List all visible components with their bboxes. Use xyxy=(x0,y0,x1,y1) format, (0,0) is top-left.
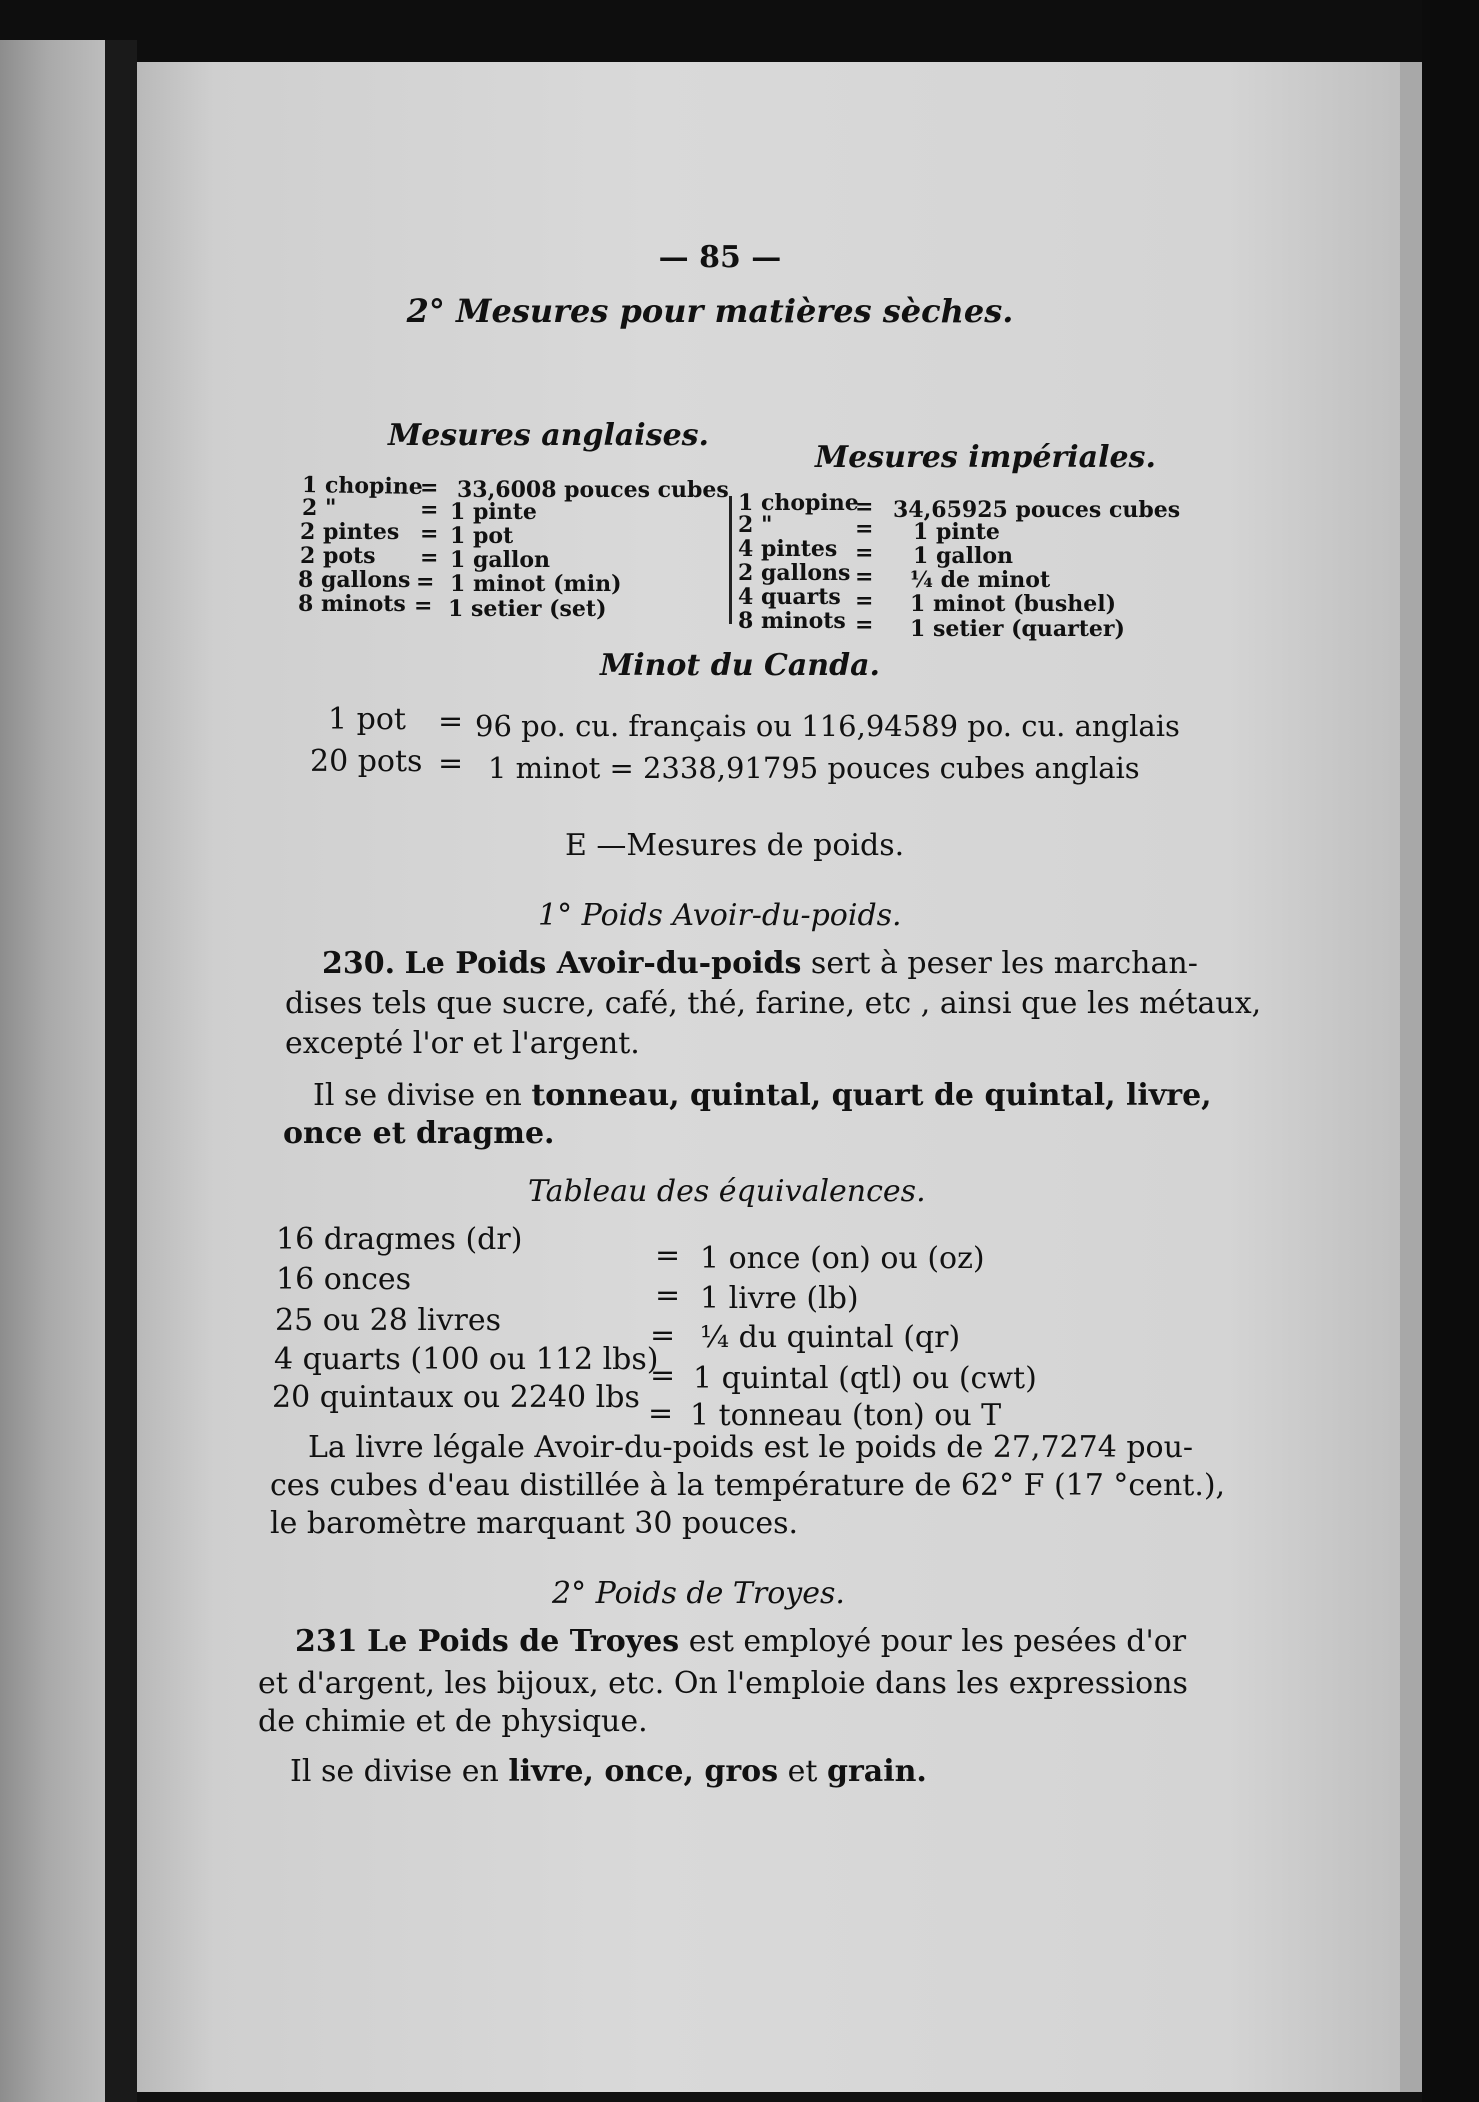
row-value: 1 gallon xyxy=(913,543,1013,569)
row-value: 1 pinte xyxy=(913,519,1000,545)
livre-legale-line2: ces cubes d'eau distillée à la température de 62° F (17 °cent.), xyxy=(270,1468,1226,1503)
row-unit: 1 chopine xyxy=(738,490,859,516)
equiv-right: 1 tonneau (ton) ou T xyxy=(690,1398,1002,1433)
row-unit: 2 " xyxy=(738,512,773,538)
row-value: 1 gallon xyxy=(450,547,550,573)
facing-page-edge xyxy=(0,40,105,2102)
row-value: ¼ de minot xyxy=(910,567,1051,593)
avoir-heading: 1° Poids Avoir-du-poids. xyxy=(538,898,902,933)
heading-english-measures: Mesures anglaises. xyxy=(388,418,709,453)
paragraph-231-line1 xyxy=(295,1622,1186,1662)
row-value: 1 setier (quarter) xyxy=(910,616,1125,642)
divise-troyes-line xyxy=(290,1752,927,1792)
paragraph-230-line3: excepté l'or et l'argent. xyxy=(285,1026,640,1061)
row-equals: = xyxy=(414,593,433,619)
section-e-heading: E —Mesures de poids. xyxy=(565,828,905,863)
row-value: 1 minot (min) xyxy=(450,571,622,597)
row-equals: = xyxy=(420,521,439,547)
paragraph-230-line2: dises tels que sucre, café, thé, farine, etc , ainsi que les métaux, xyxy=(285,986,1262,1021)
row-unit: 1 chopine xyxy=(301,471,423,501)
row-value: 1 pinte xyxy=(450,499,537,525)
row-unit: 8 gallons xyxy=(298,567,411,593)
livre-legale-line1: La livre légale Avoir-du-poids est le poids de 27,7274 pou- xyxy=(308,1430,1194,1465)
section-title: 2° Mesures pour matières sèches. xyxy=(406,292,1014,330)
term-bold: Le Poids de Troyes xyxy=(367,1624,680,1659)
row-equals: = xyxy=(855,588,874,614)
equiv-left: 16 dragmes (dr) xyxy=(276,1222,523,1257)
term-bold: Le Poids Avoir-du-poids xyxy=(404,946,802,981)
paragraph-230-line1 xyxy=(322,944,1198,984)
equiv-right: 1 livre (lb) xyxy=(700,1281,859,1316)
row-equals: = xyxy=(855,612,874,638)
equiv-equals: = xyxy=(655,1238,681,1273)
livre-legale-line3: le baromètre marquant 30 pouces. xyxy=(270,1506,799,1541)
paragraph-231-line3: de chimie et de physique. xyxy=(258,1704,648,1739)
row-value: 1 pot xyxy=(450,523,514,549)
row-unit: 4 pintes xyxy=(738,536,838,562)
divise-line2: once et dragme. xyxy=(283,1116,555,1151)
equiv-right: ¼ du quintal (qr) xyxy=(700,1320,961,1355)
line-text: et xyxy=(787,1754,818,1789)
row-equals: = xyxy=(420,497,439,523)
row-unit: 2 gallons xyxy=(738,560,851,586)
equiv-equals: = xyxy=(648,1396,674,1431)
row-equals: = xyxy=(855,564,874,590)
row-value: 34,65925 pouces cubes xyxy=(893,497,1181,523)
row-equals: = xyxy=(420,475,439,501)
equiv-left: 16 onces xyxy=(276,1262,412,1297)
row-unit: 8 minots xyxy=(738,608,846,634)
equiv-left: 25 ou 28 livres xyxy=(275,1303,501,1338)
equiv-right: 1 once (on) ou (oz) xyxy=(700,1241,985,1276)
line-text: sert à peser les marchan- xyxy=(810,946,1198,981)
line-text: Il se divise en xyxy=(290,1754,499,1789)
equiv-left: 4 quarts (100 ou 112 lbs) xyxy=(274,1342,659,1377)
table-bracket xyxy=(729,496,732,624)
line-text: Il se divise en xyxy=(313,1078,522,1113)
equiv-equals: = xyxy=(650,1318,676,1353)
minot-row-unit: 1 pot xyxy=(328,702,406,737)
term-bold: livre, once, gros xyxy=(508,1754,779,1789)
row-equals: = xyxy=(416,569,435,595)
page-number: — 85 — xyxy=(658,240,782,275)
paragraph-number: 231 xyxy=(295,1624,358,1659)
heading-imperial-measures: Mesures impériales. xyxy=(815,440,1156,475)
row-value: 1 setier (set) xyxy=(448,596,607,622)
equiv-left: 20 quintaux ou 2240 lbs xyxy=(272,1380,640,1415)
row-unit: 2 " xyxy=(302,495,337,521)
book-gutter xyxy=(105,40,137,2102)
page-right-edge xyxy=(1400,62,1422,2092)
row-equals: = xyxy=(855,540,874,566)
equiv-equals: = xyxy=(650,1358,676,1393)
row-equals: = xyxy=(855,494,874,520)
row-equals: = xyxy=(420,545,439,571)
paragraph-231-line2: et d'argent, les bijoux, etc. On l'emploie dans les expressions xyxy=(258,1666,1188,1701)
equiv-equals: = xyxy=(655,1278,681,1313)
minot-row-equals: = xyxy=(438,704,464,739)
scan-right-border xyxy=(1422,0,1479,2102)
minot-row-value: 1 minot = 2338,91795 pouces cubes anglais xyxy=(488,751,1140,785)
equiv-right: 1 quintal (qtl) ou (cwt) xyxy=(693,1361,1037,1396)
row-unit: 4 quarts xyxy=(738,584,841,610)
scan-top-border xyxy=(0,0,1479,62)
row-equals: = xyxy=(855,516,874,542)
minot-heading: Minot du Canda. xyxy=(600,648,880,683)
minot-row-value: 96 po. cu. français ou 116,94589 po. cu. anglais xyxy=(475,709,1180,743)
paragraph-number: 230. xyxy=(322,946,396,981)
minot-row-unit: 20 pots xyxy=(310,744,423,779)
divise-line1 xyxy=(313,1076,1212,1116)
term-bold: tonneau, quintal, quart de quintal, livre, xyxy=(531,1078,1212,1113)
row-unit: 2 pintes xyxy=(300,519,400,545)
minot-row-equals: = xyxy=(438,746,464,781)
row-unit: 8 minots xyxy=(298,591,406,617)
row-unit: 2 pots xyxy=(300,543,376,569)
line-text: est employé pour les pesées d'or xyxy=(688,1624,1187,1659)
troyes-heading: 2° Poids de Troyes. xyxy=(552,1576,845,1611)
row-value: 1 minot (bushel) xyxy=(910,591,1117,617)
tableau-heading: Tableau des équivalences. xyxy=(528,1174,926,1209)
row-value: 33,6008 pouces cubes xyxy=(457,477,729,503)
term-bold: grain. xyxy=(827,1754,927,1789)
